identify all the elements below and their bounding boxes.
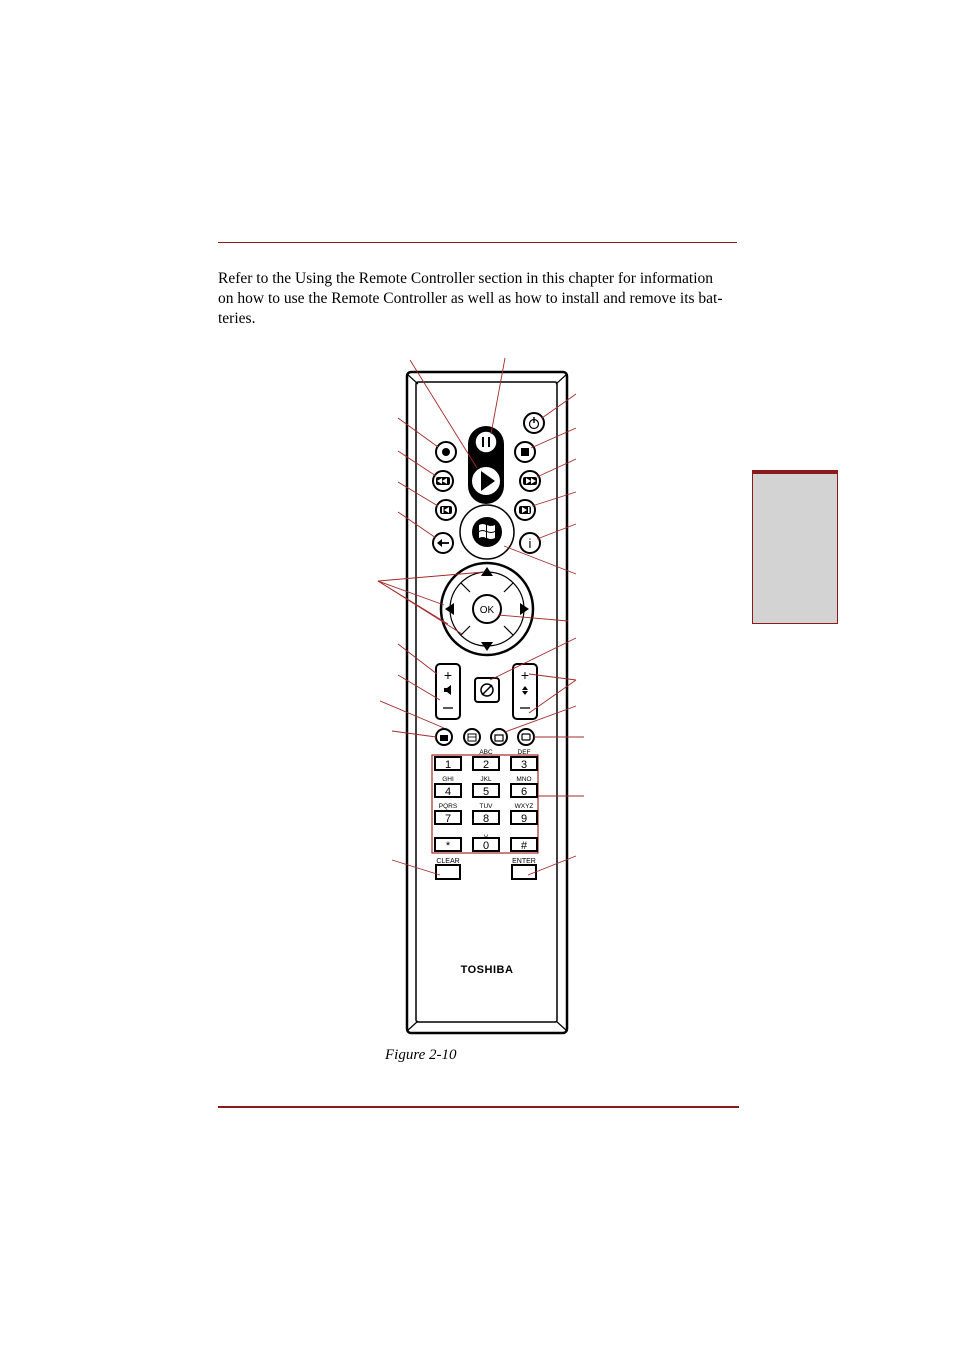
keypad-digit: 4 [444, 786, 452, 798]
keypad-letters: DEF [517, 749, 531, 756]
enter-button[interactable] [512, 865, 536, 879]
stop-icon [521, 448, 529, 456]
volume-up-icon: + [443, 667, 453, 683]
skip-back-button[interactable] [436, 500, 456, 520]
keypad-letters: ␣ [483, 830, 489, 837]
keypad-letters: ABC [479, 749, 493, 756]
keypad-key-1[interactable] [435, 757, 461, 771]
keypad-digit: 0 [482, 840, 490, 852]
mute-button[interactable] [475, 678, 499, 702]
keypad-letters: MNO [516, 776, 532, 783]
ok-button[interactable] [473, 595, 501, 623]
dvd-menu-button[interactable] [518, 729, 534, 745]
keypad-digit: 2 [482, 759, 490, 771]
rewind-button[interactable] [433, 471, 453, 491]
keypad-key-star[interactable] [435, 838, 461, 852]
info-icon: i [528, 536, 532, 551]
guide-button[interactable] [464, 729, 480, 745]
keypad-digit: 1 [444, 759, 452, 771]
keypad-digit: 3 [520, 759, 528, 771]
more-info-button[interactable] [520, 533, 540, 553]
live-tv-button[interactable] [491, 729, 507, 745]
keypad-letters: TUV [479, 803, 493, 810]
keypad-key-7[interactable] [435, 803, 461, 825]
keypad-letters: PQRS [438, 803, 458, 810]
keypad-key-hash[interactable] [511, 838, 537, 852]
power-button[interactable] [524, 413, 544, 433]
stop-button[interactable] [515, 442, 535, 462]
figure-caption: Figure 2-10 [385, 1047, 457, 1063]
channel-up-icon: + [520, 667, 530, 683]
keypad-digit: # [520, 840, 528, 852]
channel-rocker[interactable] [513, 664, 537, 719]
pause-button[interactable] [475, 431, 497, 453]
paragraph-line-1: Refer to the Using the Remote Controller section in this chapter for information [218, 270, 714, 287]
skip-forward-button[interactable] [515, 500, 535, 520]
record-icon [442, 448, 450, 456]
keypad-digit: 9 [520, 813, 528, 825]
keypad-digit: * [445, 840, 451, 852]
ok-label: OK [479, 605, 495, 616]
keypad-letters: WXYZ [514, 803, 534, 810]
start-button[interactable] [460, 505, 514, 559]
keypad-digit: 5 [482, 786, 490, 798]
clear-button[interactable] [436, 865, 460, 879]
keypad-key-9[interactable] [511, 803, 537, 825]
volume-rocker[interactable] [436, 664, 460, 719]
footer-rule [218, 1106, 739, 1108]
clear-label: CLEAR [436, 858, 460, 865]
keypad-digit: 7 [444, 813, 452, 825]
skip-back-icon [442, 507, 444, 513]
back-button[interactable] [433, 533, 453, 553]
paragraph-line-2: on how to use the Remote Controller as well as how to install and remove its bat- [218, 290, 723, 307]
play-button[interactable] [471, 466, 501, 496]
recorded-tv-button[interactable] [436, 729, 452, 745]
keypad-digit: 6 [520, 786, 528, 798]
paragraph-line-3: teries. [218, 310, 256, 327]
toshiba-logo: TOSHIBA [460, 964, 514, 976]
pause-icon [482, 437, 484, 447]
keypad-digit: 8 [482, 813, 490, 825]
keypad-letters: JKL [480, 776, 492, 783]
enter-label: ENTER [512, 858, 536, 865]
recorded-tv-icon [440, 735, 448, 741]
fast-forward-button[interactable] [520, 471, 540, 491]
record-button[interactable] [436, 442, 456, 462]
keypad-letters: GHI [442, 776, 454, 783]
